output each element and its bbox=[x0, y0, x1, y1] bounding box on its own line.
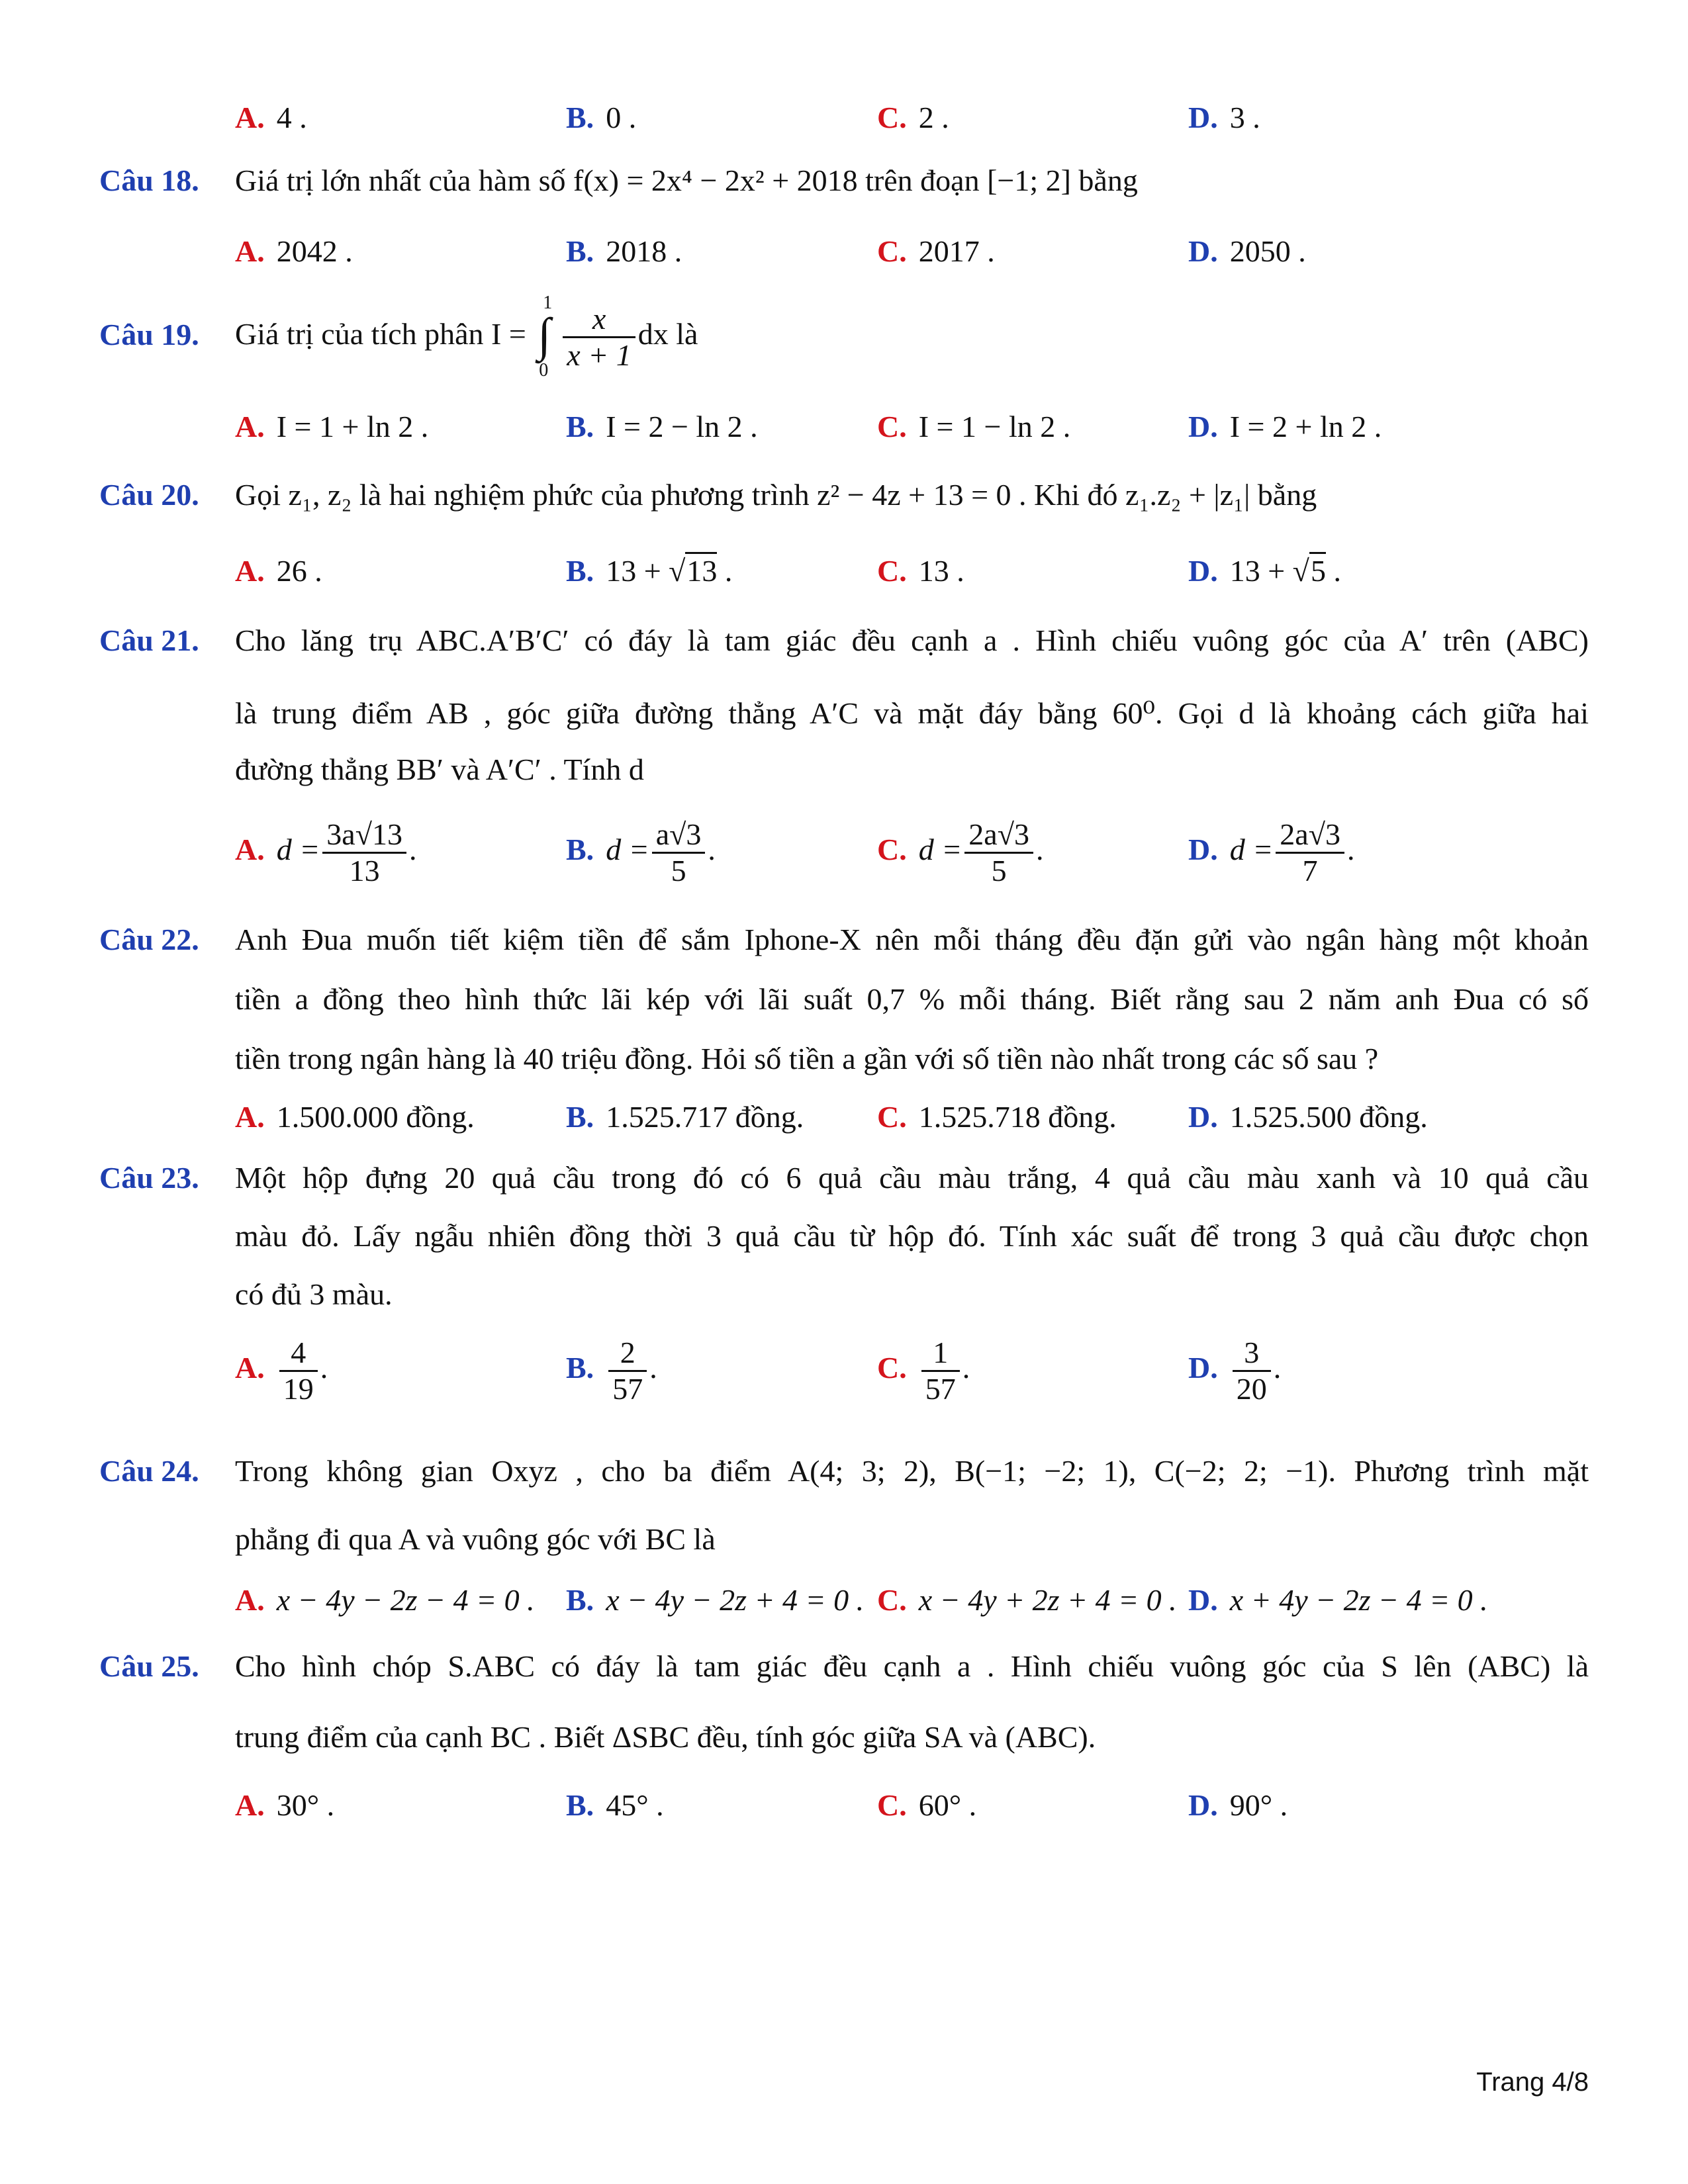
q25-option-d: D. 90° . bbox=[1188, 1788, 1288, 1822]
q20-label: Câu 20. bbox=[99, 478, 199, 512]
q25-line-1: Cho hình chóp S.ABC có đáy là tam giác đều cạnh a . Hình chiếu vuông góc của S lên (ABC) là bbox=[235, 1649, 1589, 1683]
q22-line-3: tiền trong ngân hàng là 40 triệu đồng. Hỏi số tiền a gần với số tiền nào nhất trong các số sau ? bbox=[235, 1042, 1379, 1075]
q22-line-1: Anh Đua muốn tiết kiệm tiền để sắm Iphone-X nên mỗi tháng đều đặn gửi vào ngân hàng một khoản bbox=[235, 923, 1589, 956]
q21-label: Câu 21. bbox=[99, 623, 199, 657]
q20-stem: Gọi z₁, z₂ là hai nghiệm phức của phương trình z² − 4z + 13 = 0 . Khi đó z₁.z₂ + |z₁| bằng bbox=[235, 478, 1317, 512]
q17-option-d: D. 3 . bbox=[1188, 101, 1260, 134]
q24-line-1: Trong không gian Oxyz , cho ba điểm A(4; 3; 2), B(−1; −2; 1), C(−2; 2; −1). Phương trình mặt bbox=[235, 1454, 1589, 1488]
q20-option-c: C. 13 . bbox=[877, 554, 964, 588]
q19-option-b: B. I = 2 − ln 2 . bbox=[566, 410, 758, 443]
q17-option-a: A. 4 . bbox=[235, 101, 307, 134]
q23-option-b: B. $\frac{2}{57}$ . bbox=[566, 1336, 657, 1406]
q19-option-a: A. I = 1 + ln 2 . bbox=[235, 410, 429, 443]
q24-option-c: C. x − 4y + 2z + 4 = 0 . bbox=[877, 1583, 1177, 1617]
q18-option-c: C. 2017 . bbox=[877, 234, 995, 268]
q17-option-b: B. 0 . bbox=[566, 101, 637, 134]
q23-label: Câu 23. bbox=[99, 1161, 199, 1195]
q20-option-b: B. 13 + √13 . bbox=[566, 553, 732, 590]
page-number: Trang 4/8 bbox=[1476, 2068, 1589, 2097]
q21-line-3: đường thẳng BB′ và A′C′ . Tính d bbox=[235, 752, 644, 786]
q18-option-a: A. 2042 . bbox=[235, 234, 353, 268]
q19-option-d: D. I = 2 + ln 2 . bbox=[1188, 410, 1382, 443]
q22-line-2: tiền a đồng theo hình thức lãi kép với lãi suất 0,7 % mỗi tháng. Biết rằng sau 2 năm anh Đua có số bbox=[235, 982, 1589, 1016]
q19-stem: Giá trị của tích phân I = 1 ∫ 0 $\frac{x}{x + 1}$ dx là bbox=[235, 293, 698, 381]
q22-option-a: A. 1.500.000 đồng. bbox=[235, 1100, 475, 1134]
q23-line-2: màu đỏ. Lấy ngẫu nhiên đồng thời 3 quả cầu từ hộp đó. Tính xác suất để trong 3 quả cầu được chọn bbox=[235, 1219, 1589, 1253]
q20-option-d: D. 13 + √5 . bbox=[1188, 553, 1341, 590]
q22-label: Câu 22. bbox=[99, 923, 199, 956]
q18-option-b: B. 2018 . bbox=[566, 234, 682, 268]
q24-option-d: D. x + 4y − 2z − 4 = 0 . bbox=[1188, 1583, 1488, 1617]
q24-option-b: B. x − 4y − 2z + 4 = 0 . bbox=[566, 1583, 865, 1617]
q25-option-a: A. 30° . bbox=[235, 1788, 335, 1822]
q20-option-a: A. 26 . bbox=[235, 554, 322, 588]
q18-option-d: D. 2050 . bbox=[1188, 234, 1306, 268]
q23-option-c: C. $\frac{1}{57}$ . bbox=[877, 1336, 970, 1406]
q19-label: Câu 19. bbox=[99, 318, 199, 351]
q25-label: Câu 25. bbox=[99, 1649, 199, 1683]
q22-option-d: D. 1.525.500 đồng. bbox=[1188, 1100, 1428, 1134]
q18-stem: Giá trị lớn nhất của hàm số f(x) = 2x⁴ − 2x² + 2018 trên đoạn [−1; 2] bằng bbox=[235, 163, 1138, 197]
q23-line-3: có đủ 3 màu. bbox=[235, 1277, 393, 1311]
q17-option-c: C. 2 . bbox=[877, 101, 949, 134]
q21-line-2: là trung điểm AB , góc giữa đường thẳng A′C và mặt đáy bằng 60⁰. Gọi d là khoảng cách giữa hai bbox=[235, 696, 1589, 730]
q22-option-c: C. 1.525.718 đồng. bbox=[877, 1100, 1117, 1134]
q24-label: Câu 24. bbox=[99, 1454, 199, 1488]
q21-option-b: B. d = $\frac{a√3}{5}$ . bbox=[566, 817, 716, 887]
q23-line-1: Một hộp đựng 20 quả cầu trong đó có 6 quả cầu màu trắng, 4 quả cầu màu xanh và 10 quả cầu bbox=[235, 1161, 1589, 1195]
q21-option-c: C. d = $\frac{2a√3}{5}$ . bbox=[877, 817, 1044, 887]
q19-option-c: C. I = 1 − ln 2 . bbox=[877, 410, 1071, 443]
q21-line-1: Cho lăng trụ ABC.A′B′C′ có đáy là tam giác đều cạnh a . Hình chiếu vuông góc của A′ trên (ABC) bbox=[235, 623, 1589, 657]
q25-option-b: B. 45° . bbox=[566, 1788, 664, 1822]
q25-option-c: C. 60° . bbox=[877, 1788, 977, 1822]
q24-option-a: A. x − 4y − 2z − 4 = 0 . bbox=[235, 1583, 535, 1617]
q24-line-2: phẳng đi qua A và vuông góc với BC là bbox=[235, 1522, 716, 1556]
q23-option-a: A. $\frac{4}{19}$ . bbox=[235, 1336, 328, 1406]
q21-option-a: A. d = $\frac{3a√13}{13}$ . bbox=[235, 817, 417, 887]
q22-option-b: B. 1.525.717 đồng. bbox=[566, 1100, 804, 1134]
q21-option-d: D. d = $\frac{2a√3}{7}$ . bbox=[1188, 817, 1355, 887]
integral-sign: 1 ∫ 0 bbox=[538, 293, 553, 381]
q19-fraction: $\frac{x}{x + 1}$ bbox=[563, 302, 635, 373]
q25-line-2: trung điểm của cạnh BC . Biết ΔSBC đều, tính góc giữa SA và (ABC). bbox=[235, 1720, 1096, 1754]
q23-option-d: D. $\frac{3}{20}$ . bbox=[1188, 1336, 1282, 1406]
q18-label: Câu 18. bbox=[99, 163, 199, 197]
